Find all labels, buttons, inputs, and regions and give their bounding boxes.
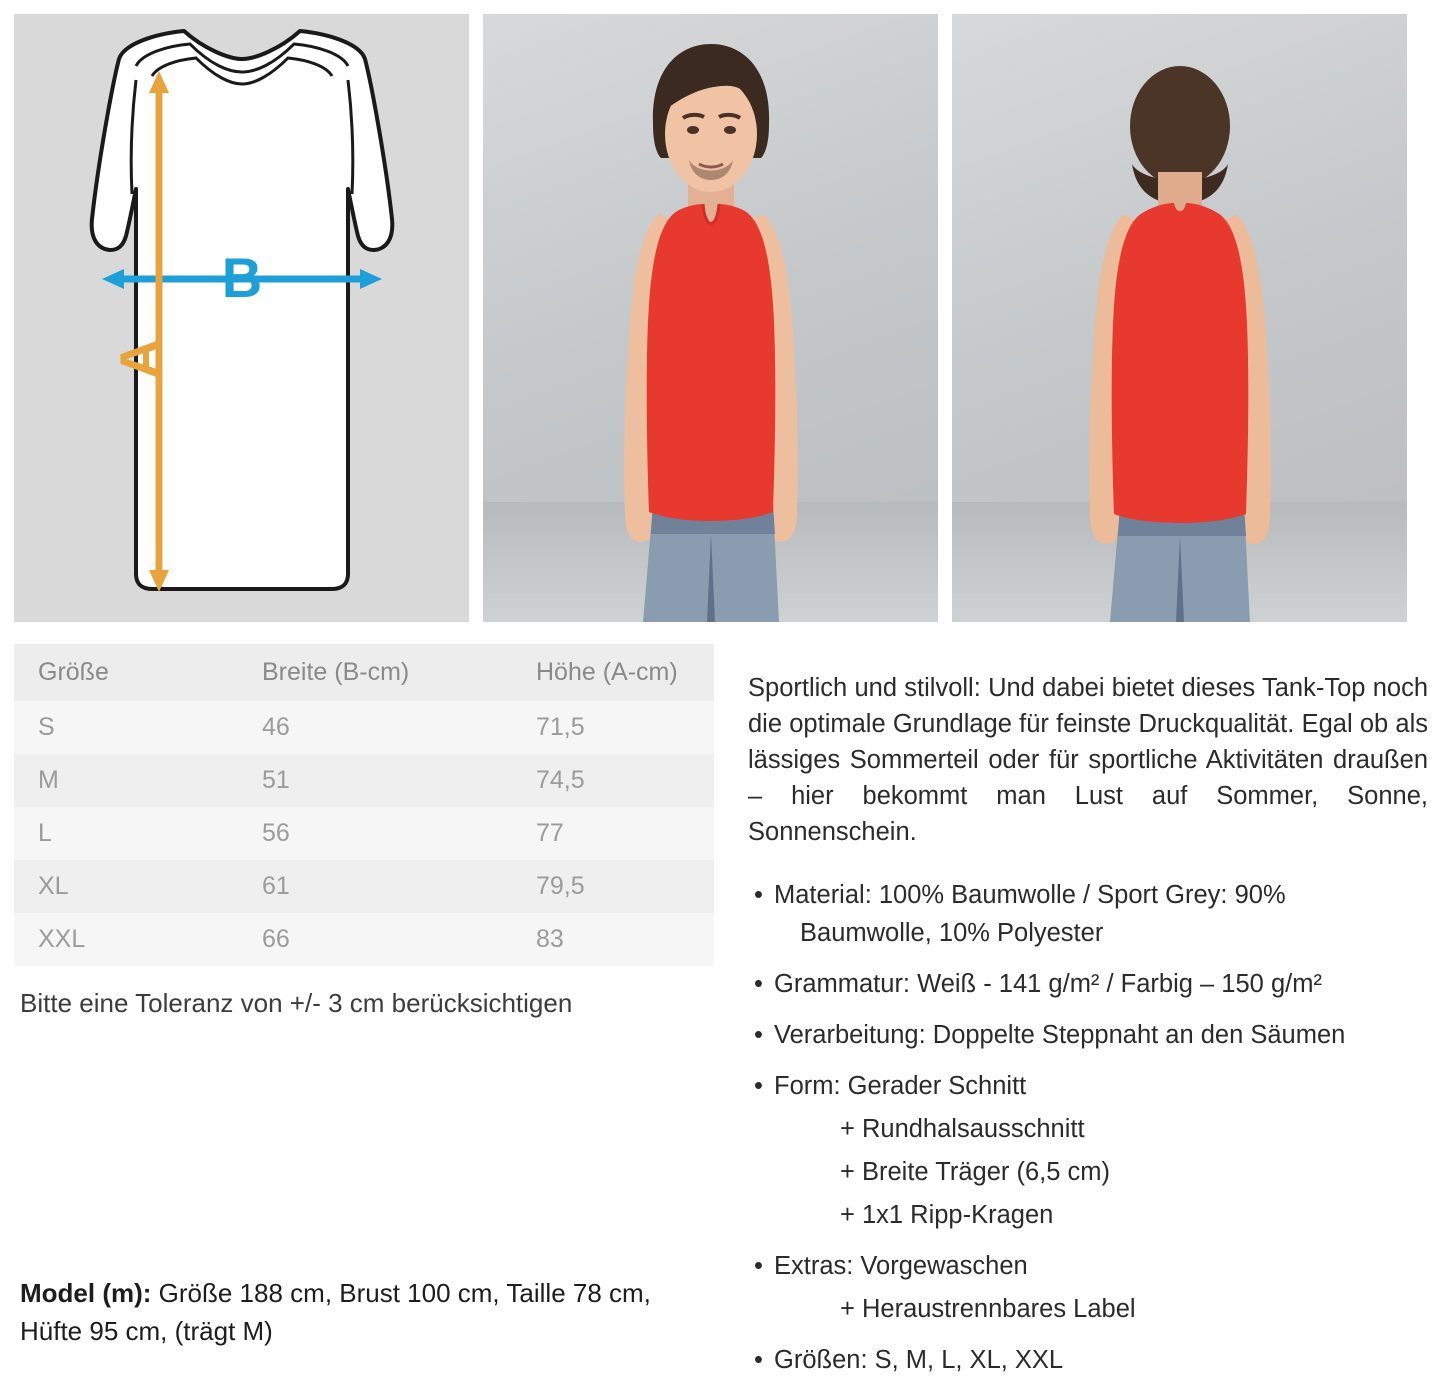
model-measurements-note bbox=[20, 1275, 720, 1350]
model-back-illustration bbox=[952, 14, 1407, 622]
tolerance-note: Bitte eine Toleranz von +/- 3 cm berücksichtigen bbox=[20, 988, 573, 1018]
eye-right bbox=[724, 126, 736, 134]
cell-size: XXL bbox=[14, 913, 238, 966]
measurement-svg bbox=[14, 14, 469, 622]
feature-main: Verarbeitung: Doppelte Steppnaht an den Säumen bbox=[774, 1021, 1346, 1050]
height-label: A bbox=[108, 338, 171, 380]
size-table-body bbox=[14, 701, 714, 966]
list-item bbox=[748, 1068, 1428, 1234]
cell-size: S bbox=[14, 701, 238, 754]
model-back-photo bbox=[952, 14, 1407, 622]
feature-main: Material: 100% Baumwolle / Sport Grey: 90% bbox=[774, 880, 1286, 909]
model-text: Größe 188 cm, Brust 100 cm, Taille 78 cm, Hüfte 95 cm, (trägt M) bbox=[20, 1278, 651, 1346]
cell-size: L bbox=[14, 807, 238, 860]
product-intro-text: Sportlich und stilvoll: Und dabei bietet dieses Tank-Top noch die optimale Grundlage für feinste Druckqualität. Egal ob als lässiges Sommerteil oder für sportliche Aktivitäten draußen – hier bekommt man Lust auf Sommer, Sonne, Sonnenschein. bbox=[748, 673, 1428, 847]
size-table bbox=[14, 644, 714, 966]
table-header-row bbox=[14, 644, 714, 701]
table-row bbox=[14, 913, 714, 966]
feature-main: Form: Gerader Schnitt bbox=[774, 1072, 1027, 1101]
cell-width: 66 bbox=[238, 913, 512, 966]
tank-top-front bbox=[647, 204, 776, 521]
tank-top-back bbox=[1112, 203, 1249, 523]
cell-height: 83 bbox=[512, 913, 714, 966]
feature-list bbox=[748, 877, 1428, 1380]
cell-size: XL bbox=[14, 860, 238, 913]
feature-sub: + Breite Träger (6,5 cm) bbox=[840, 1158, 1110, 1187]
feature-main: Größen: S, M, L, XL, XXL bbox=[774, 1346, 1064, 1375]
feature-continuation: Baumwolle, 10% Polyester bbox=[800, 919, 1104, 948]
eye-left bbox=[687, 126, 699, 134]
product-image-row bbox=[0, 0, 1445, 622]
hair-back bbox=[1130, 66, 1230, 186]
list-item bbox=[748, 1342, 1428, 1379]
model-front-photo bbox=[483, 14, 938, 622]
model-label: Model (m): bbox=[20, 1278, 152, 1308]
description-column bbox=[748, 644, 1428, 1393]
cell-height: 77 bbox=[512, 807, 714, 860]
feature-sub: + Rundhalsausschnitt bbox=[840, 1115, 1085, 1144]
feature-main: Extras: Vorgewaschen bbox=[774, 1252, 1028, 1281]
tank-outline bbox=[92, 31, 393, 589]
cell-height: 71,5 bbox=[512, 701, 714, 754]
table-row bbox=[14, 807, 714, 860]
cell-width: 46 bbox=[238, 701, 512, 754]
feature-sub: + Heraustrennbares Label bbox=[840, 1295, 1136, 1324]
width-label: B bbox=[221, 246, 263, 309]
cell-width: 51 bbox=[238, 754, 512, 807]
cell-height: 74,5 bbox=[512, 754, 714, 807]
list-item bbox=[748, 966, 1428, 1003]
cell-size: M bbox=[14, 754, 238, 807]
cell-height: 79,5 bbox=[512, 860, 714, 913]
tank-top-measurement-diagram bbox=[14, 14, 469, 622]
col-header-width: Breite (B-cm) bbox=[238, 644, 512, 701]
cell-width: 56 bbox=[238, 807, 512, 860]
table-row bbox=[14, 701, 714, 754]
table-row bbox=[14, 754, 714, 807]
col-header-height: Höhe (A-cm) bbox=[512, 644, 714, 701]
feature-main: Grammatur: Weiß - 141 g/m² / Farbig – 150 g/m² bbox=[774, 970, 1322, 999]
col-header-size: Größe bbox=[14, 644, 238, 701]
cell-width: 61 bbox=[238, 860, 512, 913]
list-item bbox=[748, 1017, 1428, 1054]
list-item bbox=[748, 1248, 1428, 1328]
list-item bbox=[748, 877, 1428, 953]
table-row bbox=[14, 860, 714, 913]
feature-sub: + 1x1 Ripp-Kragen bbox=[840, 1201, 1054, 1230]
size-table-head bbox=[14, 644, 714, 701]
model-front-illustration bbox=[483, 14, 938, 622]
